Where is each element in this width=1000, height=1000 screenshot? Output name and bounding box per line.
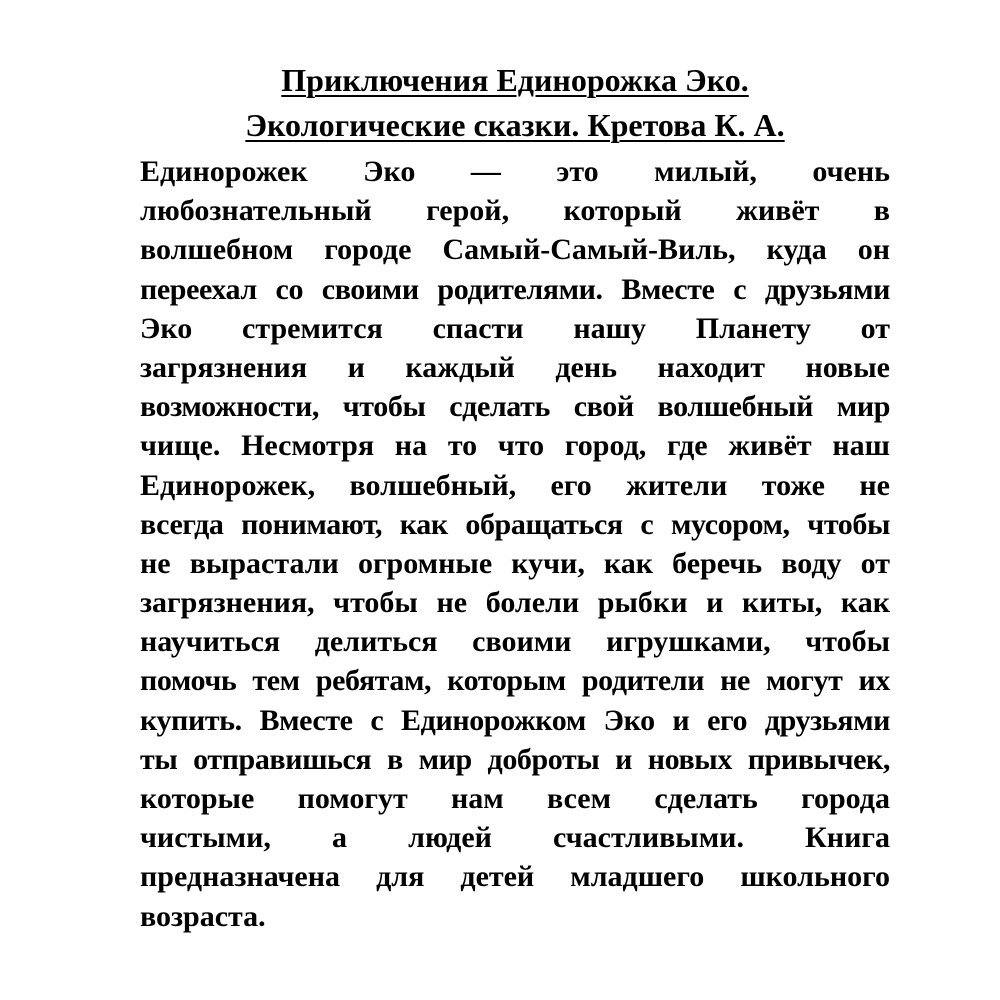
paragraph-line-20: возраста. (140, 899, 266, 933)
paragraph-line-7: возможности, чтобы сделать свой волшебный мир (140, 390, 890, 424)
paragraph-line-14: помочь тем ребятам, которым родители не могут их (140, 664, 890, 698)
title-line-2: Экологические сказки. Кретова К. А. (245, 107, 785, 143)
paragraph-line-3: волшебном городе Самый-Самый-Виль, куда он (140, 233, 890, 267)
paragraph-line-9: Единорожек, волшебный, его жители тоже не (140, 468, 890, 502)
paragraph-line-13: научиться делиться своими игрушками, чтобы (140, 625, 890, 659)
paragraph-line-4: переехал со своими родителями. Вместе с друзьями (140, 272, 890, 306)
paragraph-line-18: чистыми, а людей счастливыми. Книга (140, 821, 890, 855)
paragraph-line-5: Эко стремится спасти нашу Планету от (140, 311, 890, 345)
paragraph-line-12: загрязнения, чтобы не болели рыбки и киты, как (140, 586, 890, 620)
paragraph-line-11: не вырастали огромные кучи, как беречь воду от (140, 546, 890, 580)
paragraph-line-19: предназначена для детей младшего школьного (140, 860, 890, 894)
paragraph-line-16: ты отправишься в мир доброты и новых привычек, (140, 742, 890, 776)
paragraph-line-6: загрязнения и каждый день находит новые (140, 350, 890, 384)
paragraph-line-8: чище. Несмотря на то что город, где живёт наш (140, 429, 890, 463)
paragraph-line-15: купить. Вместе с Единорожком Эко и его друзьями (140, 703, 890, 737)
paragraph-line-10: всегда понимают, как обращаться с мусором, чтобы (140, 507, 890, 541)
paragraph-line-1: Единорожек Эко — это милый, очень (140, 155, 890, 188)
paragraph-line-2: любознательный герой, который живёт в (140, 194, 890, 228)
title-line-1: Приключения Единорожка Эко. (281, 62, 749, 98)
description-paragraph (140, 152, 890, 936)
paragraph-line-17: которые помогут нам всем сделать города (140, 782, 890, 815)
